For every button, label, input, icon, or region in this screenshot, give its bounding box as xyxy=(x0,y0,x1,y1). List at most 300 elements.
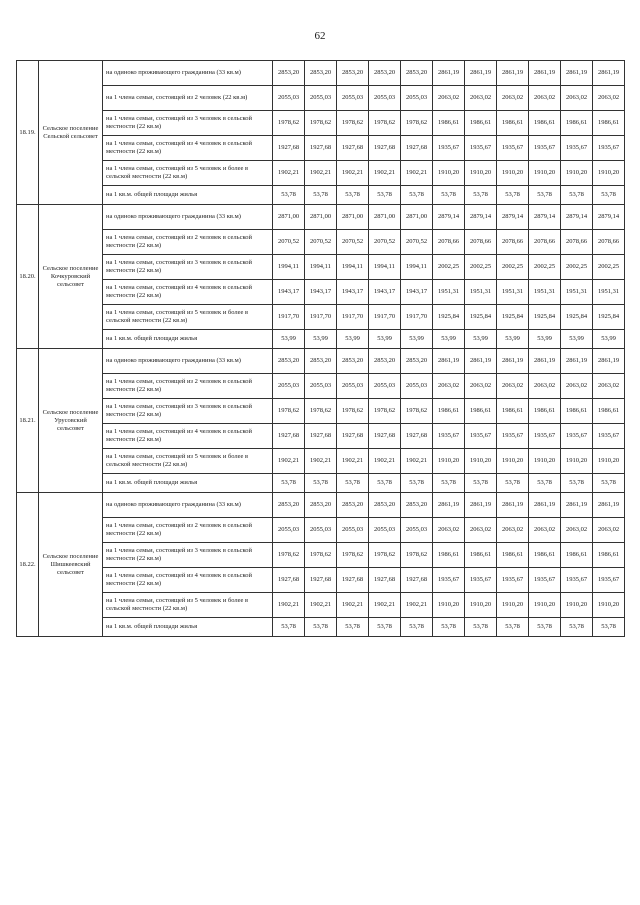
value-cell: 2063,02 xyxy=(497,518,529,543)
value-cell: 53,78 xyxy=(337,618,369,637)
category-label: на 1 члена семьи, состоящей из 3 человек в сельской местности (22 кв.м) xyxy=(103,399,273,424)
value-cell: 1902,21 xyxy=(401,593,433,618)
value-cell: 2002,25 xyxy=(561,255,593,280)
value-cell: 2861,19 xyxy=(561,493,593,518)
value-cell: 2070,52 xyxy=(305,230,337,255)
value-cell: 1935,67 xyxy=(465,568,497,593)
value-cell: 1910,20 xyxy=(465,161,497,186)
value-cell: 1935,67 xyxy=(529,424,561,449)
row-index: 18.22. xyxy=(17,493,39,637)
value-cell: 1943,17 xyxy=(305,280,337,305)
value-cell: 2002,25 xyxy=(593,255,625,280)
value-cell: 1902,21 xyxy=(305,449,337,474)
value-cell: 2063,02 xyxy=(593,86,625,111)
value-cell: 1910,20 xyxy=(593,593,625,618)
value-cell: 2861,19 xyxy=(497,61,529,86)
value-cell: 1986,61 xyxy=(433,111,465,136)
value-cell: 1943,17 xyxy=(273,280,305,305)
value-cell: 1902,21 xyxy=(305,161,337,186)
value-cell: 1978,62 xyxy=(337,543,369,568)
table-row xyxy=(17,186,625,205)
category-label: на одиноко проживающего гражданина (33 кв.м) xyxy=(103,205,273,230)
value-cell: 1902,21 xyxy=(369,161,401,186)
value-cell: 1935,67 xyxy=(433,568,465,593)
value-cell: 2063,02 xyxy=(497,374,529,399)
value-cell: 1986,61 xyxy=(465,111,497,136)
value-cell: 2879,14 xyxy=(593,205,625,230)
value-cell: 53,78 xyxy=(465,186,497,205)
value-cell: 1910,20 xyxy=(529,449,561,474)
value-cell: 53,99 xyxy=(401,330,433,349)
value-cell: 1910,20 xyxy=(561,449,593,474)
value-cell: 1943,17 xyxy=(369,280,401,305)
table-row xyxy=(17,543,625,568)
value-cell: 53,78 xyxy=(433,618,465,637)
value-cell: 1994,11 xyxy=(337,255,369,280)
value-cell: 1943,17 xyxy=(401,280,433,305)
value-cell: 2063,02 xyxy=(529,86,561,111)
value-cell: 2853,20 xyxy=(273,349,305,374)
value-cell: 1902,21 xyxy=(337,593,369,618)
value-cell: 1951,31 xyxy=(465,280,497,305)
category-label: на 1 члена семьи, состоящей из 4 человек в сельской местности (22 кв.м) xyxy=(103,568,273,593)
value-cell: 53,99 xyxy=(497,330,529,349)
category-label: на 1 члена семьи, состоящей из 3 человек в сельской местности (22 кв.м) xyxy=(103,543,273,568)
value-cell: 1986,61 xyxy=(497,399,529,424)
value-cell: 2861,19 xyxy=(529,61,561,86)
value-cell: 1935,67 xyxy=(497,424,529,449)
table-row xyxy=(17,518,625,543)
value-cell: 1910,20 xyxy=(593,449,625,474)
value-cell: 1910,20 xyxy=(497,161,529,186)
value-cell: 1927,68 xyxy=(273,424,305,449)
value-cell: 1902,21 xyxy=(369,449,401,474)
value-cell: 1978,62 xyxy=(401,399,433,424)
value-cell: 2063,02 xyxy=(561,518,593,543)
value-cell: 1902,21 xyxy=(401,449,433,474)
category-label: на 1 кв.м. общей площади жилья xyxy=(103,186,273,205)
value-cell: 2055,03 xyxy=(401,518,433,543)
value-cell: 1927,68 xyxy=(401,424,433,449)
value-cell: 53,99 xyxy=(561,330,593,349)
value-cell: 1986,61 xyxy=(465,399,497,424)
value-cell: 2861,19 xyxy=(433,61,465,86)
category-label: на 1 члена семьи, состоящей из 4 человек в сельской местности (22 кв.м) xyxy=(103,280,273,305)
value-cell: 1935,67 xyxy=(561,136,593,161)
value-cell: 53,99 xyxy=(305,330,337,349)
value-cell: 1902,21 xyxy=(337,161,369,186)
value-cell: 2853,20 xyxy=(369,61,401,86)
value-cell: 1986,61 xyxy=(529,543,561,568)
value-cell: 2070,52 xyxy=(369,230,401,255)
value-cell: 2063,02 xyxy=(465,374,497,399)
value-cell: 2861,19 xyxy=(529,493,561,518)
value-cell: 53,78 xyxy=(369,186,401,205)
value-cell: 2853,20 xyxy=(305,349,337,374)
value-cell: 1935,67 xyxy=(561,568,593,593)
value-cell: 1902,21 xyxy=(273,593,305,618)
value-cell: 1927,68 xyxy=(305,568,337,593)
category-label: на 1 члена семьи, состоящей из 3 человек в сельской местности (22 кв.м) xyxy=(103,255,273,280)
value-cell: 1994,11 xyxy=(305,255,337,280)
value-cell: 53,78 xyxy=(305,618,337,637)
value-cell: 1925,84 xyxy=(497,305,529,330)
value-cell: 2055,03 xyxy=(369,86,401,111)
value-cell: 1925,84 xyxy=(561,305,593,330)
value-cell: 2055,03 xyxy=(305,374,337,399)
value-cell: 1917,70 xyxy=(401,305,433,330)
value-cell: 1902,21 xyxy=(273,449,305,474)
value-cell: 2002,25 xyxy=(433,255,465,280)
value-cell: 2063,02 xyxy=(433,374,465,399)
value-cell: 53,78 xyxy=(497,186,529,205)
value-cell: 2063,02 xyxy=(529,374,561,399)
value-cell: 53,99 xyxy=(433,330,465,349)
value-cell: 53,99 xyxy=(593,330,625,349)
value-cell: 2853,20 xyxy=(273,61,305,86)
value-cell: 1935,67 xyxy=(593,424,625,449)
value-cell: 1935,67 xyxy=(561,424,593,449)
value-cell: 53,78 xyxy=(337,474,369,493)
value-cell: 2853,20 xyxy=(401,493,433,518)
value-cell: 2879,14 xyxy=(497,205,529,230)
value-cell: 2853,20 xyxy=(369,493,401,518)
value-cell: 53,78 xyxy=(401,474,433,493)
value-cell: 1917,70 xyxy=(305,305,337,330)
value-cell: 1986,61 xyxy=(497,111,529,136)
value-cell: 53,78 xyxy=(529,186,561,205)
value-cell: 2078,66 xyxy=(529,230,561,255)
value-cell: 2063,02 xyxy=(593,518,625,543)
value-cell: 1986,61 xyxy=(529,399,561,424)
table-row xyxy=(17,255,625,280)
value-cell: 2871,00 xyxy=(369,205,401,230)
value-cell: 1935,67 xyxy=(529,136,561,161)
value-cell: 1925,84 xyxy=(529,305,561,330)
value-cell: 2063,02 xyxy=(433,86,465,111)
value-cell: 2078,66 xyxy=(593,230,625,255)
category-label: на 1 члена семьи, состоящей из 5 человек и более в сельской местности (22 кв.м) xyxy=(103,593,273,618)
value-cell: 1978,62 xyxy=(369,111,401,136)
value-cell: 2078,66 xyxy=(465,230,497,255)
table-row xyxy=(17,474,625,493)
value-cell: 1978,62 xyxy=(273,543,305,568)
value-cell: 1927,68 xyxy=(369,424,401,449)
value-cell: 1951,31 xyxy=(433,280,465,305)
value-cell: 1935,67 xyxy=(593,136,625,161)
value-cell: 2070,52 xyxy=(401,230,433,255)
value-cell: 1978,62 xyxy=(401,543,433,568)
table-row xyxy=(17,330,625,349)
category-label: на 1 члена семьи, состоящей из 5 человек и более в сельской местности (22 кв.м) xyxy=(103,305,273,330)
value-cell: 1910,20 xyxy=(433,593,465,618)
value-cell: 1935,67 xyxy=(593,568,625,593)
value-cell: 2063,02 xyxy=(561,374,593,399)
value-cell: 1935,67 xyxy=(465,136,497,161)
value-cell: 2063,02 xyxy=(593,374,625,399)
value-cell: 2861,19 xyxy=(433,349,465,374)
tariff-table xyxy=(16,60,625,637)
category-label: на 1 кв.м. общей площади жилья xyxy=(103,618,273,637)
value-cell: 2871,00 xyxy=(305,205,337,230)
value-cell: 2853,20 xyxy=(305,493,337,518)
page-number: 62 xyxy=(314,30,326,42)
value-cell: 1927,68 xyxy=(401,136,433,161)
category-label: на 1 члена семьи, состоящей из 4 человек в сельской местности (22 кв.м) xyxy=(103,136,273,161)
value-cell: 1951,31 xyxy=(497,280,529,305)
table-row xyxy=(17,61,625,86)
value-cell: 1910,20 xyxy=(433,449,465,474)
value-cell: 53,78 xyxy=(401,618,433,637)
value-cell: 2853,20 xyxy=(337,349,369,374)
category-label: на одиноко проживающего гражданина (33 кв.м) xyxy=(103,493,273,518)
category-label: на одиноко проживающего гражданина (33 кв.м) xyxy=(103,349,273,374)
value-cell: 53,78 xyxy=(369,474,401,493)
value-cell: 53,78 xyxy=(433,474,465,493)
value-cell: 1902,21 xyxy=(305,593,337,618)
value-cell: 2070,52 xyxy=(273,230,305,255)
value-cell: 2861,19 xyxy=(529,349,561,374)
category-label: на 1 члена семьи, состоящей из 5 человек и более в сельской местности (22 кв.м) xyxy=(103,161,273,186)
value-cell: 2861,19 xyxy=(497,349,529,374)
value-cell: 2055,03 xyxy=(369,374,401,399)
value-cell: 1935,67 xyxy=(529,568,561,593)
value-cell: 1978,62 xyxy=(401,111,433,136)
value-cell: 53,99 xyxy=(369,330,401,349)
value-cell: 2861,19 xyxy=(497,493,529,518)
value-cell: 1902,21 xyxy=(337,449,369,474)
value-cell: 2055,03 xyxy=(401,374,433,399)
value-cell: 2853,20 xyxy=(337,61,369,86)
value-cell: 1935,67 xyxy=(465,424,497,449)
row-index: 18.19. xyxy=(17,61,39,205)
value-cell: 1910,20 xyxy=(497,593,529,618)
value-cell: 53,99 xyxy=(337,330,369,349)
value-cell: 2055,03 xyxy=(401,86,433,111)
row-index: 18.20. xyxy=(17,205,39,349)
value-cell: 1927,68 xyxy=(305,424,337,449)
value-cell: 1927,68 xyxy=(337,136,369,161)
value-cell: 1927,68 xyxy=(273,568,305,593)
value-cell: 2055,03 xyxy=(305,86,337,111)
value-cell: 53,78 xyxy=(369,618,401,637)
category-label: на одиноко проживающего гражданина (33 кв.м) xyxy=(103,61,273,86)
value-cell: 1917,70 xyxy=(273,305,305,330)
value-cell: 2853,20 xyxy=(337,493,369,518)
value-cell: 1927,68 xyxy=(337,424,369,449)
value-cell: 53,78 xyxy=(593,618,625,637)
value-cell: 1986,61 xyxy=(465,543,497,568)
value-cell: 53,99 xyxy=(529,330,561,349)
value-cell: 1978,62 xyxy=(369,399,401,424)
value-cell: 53,78 xyxy=(433,186,465,205)
value-cell: 2063,02 xyxy=(529,518,561,543)
value-cell: 1986,61 xyxy=(593,543,625,568)
value-cell: 1978,62 xyxy=(337,111,369,136)
value-cell: 2055,03 xyxy=(337,518,369,543)
table-row xyxy=(17,205,625,230)
row-index: 18.21. xyxy=(17,349,39,493)
value-cell: 1935,67 xyxy=(433,136,465,161)
value-cell: 1986,61 xyxy=(561,543,593,568)
value-cell: 2055,03 xyxy=(273,518,305,543)
value-cell: 2063,02 xyxy=(497,86,529,111)
value-cell: 2861,19 xyxy=(465,493,497,518)
value-cell: 2055,03 xyxy=(369,518,401,543)
municipality-name: Сельское поселение Урусовский сельсовет xyxy=(39,349,103,493)
value-cell: 2078,66 xyxy=(561,230,593,255)
value-cell: 1978,62 xyxy=(305,111,337,136)
value-cell: 1927,68 xyxy=(305,136,337,161)
value-cell: 1978,62 xyxy=(273,111,305,136)
value-cell: 1910,20 xyxy=(561,593,593,618)
value-cell: 1902,21 xyxy=(369,593,401,618)
value-cell: 53,78 xyxy=(337,186,369,205)
table-row xyxy=(17,230,625,255)
value-cell: 53,78 xyxy=(529,474,561,493)
value-cell: 1910,20 xyxy=(465,593,497,618)
table-row xyxy=(17,449,625,474)
value-cell: 1978,62 xyxy=(305,543,337,568)
table-row xyxy=(17,305,625,330)
value-cell: 2871,00 xyxy=(337,205,369,230)
value-cell: 1925,84 xyxy=(433,305,465,330)
value-cell: 1917,70 xyxy=(337,305,369,330)
table-row xyxy=(17,493,625,518)
value-cell: 53,78 xyxy=(497,618,529,637)
value-cell: 1994,11 xyxy=(369,255,401,280)
value-cell: 1951,31 xyxy=(561,280,593,305)
value-cell: 1917,70 xyxy=(369,305,401,330)
value-cell: 1994,11 xyxy=(401,255,433,280)
value-cell: 1927,68 xyxy=(401,568,433,593)
municipality-name: Сельское поселение Шишкеевский сельсовет xyxy=(39,493,103,637)
value-cell: 2879,14 xyxy=(529,205,561,230)
value-cell: 1910,20 xyxy=(465,449,497,474)
value-cell: 1986,61 xyxy=(433,543,465,568)
value-cell: 1935,67 xyxy=(497,568,529,593)
value-cell: 1986,61 xyxy=(593,399,625,424)
value-cell: 2871,00 xyxy=(401,205,433,230)
value-cell: 53,99 xyxy=(273,330,305,349)
value-cell: 2853,20 xyxy=(401,61,433,86)
value-cell: 2063,02 xyxy=(561,86,593,111)
table-row xyxy=(17,374,625,399)
value-cell: 2861,19 xyxy=(561,61,593,86)
value-cell: 1978,62 xyxy=(337,399,369,424)
category-label: на 1 члена семьи, состоящей из 2 человек в сельской местности (22 кв.м) xyxy=(103,374,273,399)
value-cell: 53,78 xyxy=(561,474,593,493)
category-label: на 1 члена семьи, состоящей из 3 человек в сельской местности (22 кв.м) xyxy=(103,111,273,136)
value-cell: 2861,19 xyxy=(593,61,625,86)
value-cell: 2070,52 xyxy=(337,230,369,255)
table-row xyxy=(17,618,625,637)
category-label: на 1 члена семьи, состоящей из 4 человек в сельской местности (22 кв.м) xyxy=(103,424,273,449)
value-cell: 1935,67 xyxy=(497,136,529,161)
value-cell: 1910,20 xyxy=(433,161,465,186)
value-cell: 1902,21 xyxy=(401,161,433,186)
table-row xyxy=(17,280,625,305)
value-cell: 2879,14 xyxy=(561,205,593,230)
value-cell: 53,78 xyxy=(593,186,625,205)
category-label: на 1 члена семьи, состоящей из 2 человек (22 кв.м) xyxy=(103,86,273,111)
value-cell: 53,78 xyxy=(593,474,625,493)
value-cell: 1902,21 xyxy=(273,161,305,186)
value-cell: 53,78 xyxy=(497,474,529,493)
value-cell: 1978,62 xyxy=(369,543,401,568)
value-cell: 1927,68 xyxy=(369,568,401,593)
value-cell: 2853,20 xyxy=(369,349,401,374)
value-cell: 2853,20 xyxy=(273,493,305,518)
value-cell: 1986,61 xyxy=(561,111,593,136)
value-cell: 53,78 xyxy=(401,186,433,205)
table-row xyxy=(17,593,625,618)
table-row xyxy=(17,86,625,111)
value-cell: 1986,61 xyxy=(593,111,625,136)
value-cell: 53,99 xyxy=(465,330,497,349)
value-cell: 1951,31 xyxy=(593,280,625,305)
value-cell: 1927,68 xyxy=(337,568,369,593)
value-cell: 1925,84 xyxy=(593,305,625,330)
value-cell: 1951,31 xyxy=(529,280,561,305)
value-cell: 1910,20 xyxy=(593,161,625,186)
table-row xyxy=(17,349,625,374)
value-cell: 2861,19 xyxy=(593,349,625,374)
category-label: на 1 кв.м. общей площади жилья xyxy=(103,330,273,349)
value-cell: 2055,03 xyxy=(305,518,337,543)
value-cell: 1927,68 xyxy=(369,136,401,161)
value-cell: 1910,20 xyxy=(561,161,593,186)
value-cell: 2055,03 xyxy=(337,374,369,399)
value-cell: 2871,00 xyxy=(273,205,305,230)
value-cell: 1935,67 xyxy=(433,424,465,449)
tariff-table-body xyxy=(17,61,625,637)
value-cell: 1986,61 xyxy=(497,543,529,568)
table-row xyxy=(17,568,625,593)
value-cell: 2879,14 xyxy=(433,205,465,230)
value-cell: 2078,66 xyxy=(497,230,529,255)
value-cell: 1994,11 xyxy=(273,255,305,280)
value-cell: 1943,17 xyxy=(337,280,369,305)
value-cell: 2063,02 xyxy=(433,518,465,543)
value-cell: 1978,62 xyxy=(305,399,337,424)
value-cell: 1925,84 xyxy=(465,305,497,330)
value-cell: 53,78 xyxy=(273,474,305,493)
value-cell: 2078,66 xyxy=(433,230,465,255)
value-cell: 2002,25 xyxy=(465,255,497,280)
category-label: на 1 кв.м. общей площади жилья xyxy=(103,474,273,493)
value-cell: 2861,19 xyxy=(465,61,497,86)
value-cell: 53,78 xyxy=(561,186,593,205)
value-cell: 53,78 xyxy=(465,474,497,493)
value-cell: 2002,25 xyxy=(529,255,561,280)
value-cell: 2861,19 xyxy=(561,349,593,374)
value-cell: 1978,62 xyxy=(273,399,305,424)
value-cell: 1910,20 xyxy=(529,161,561,186)
value-cell: 53,78 xyxy=(273,186,305,205)
value-cell: 2002,25 xyxy=(497,255,529,280)
value-cell: 53,78 xyxy=(561,618,593,637)
value-cell: 2055,03 xyxy=(337,86,369,111)
value-cell: 53,78 xyxy=(305,186,337,205)
municipality-name: Сельское поселение Сельской сельсовет xyxy=(39,61,103,205)
value-cell: 2055,03 xyxy=(273,374,305,399)
value-cell: 2879,14 xyxy=(465,205,497,230)
value-cell: 2861,19 xyxy=(433,493,465,518)
table-row xyxy=(17,136,625,161)
value-cell: 1910,20 xyxy=(529,593,561,618)
value-cell: 2063,02 xyxy=(465,86,497,111)
